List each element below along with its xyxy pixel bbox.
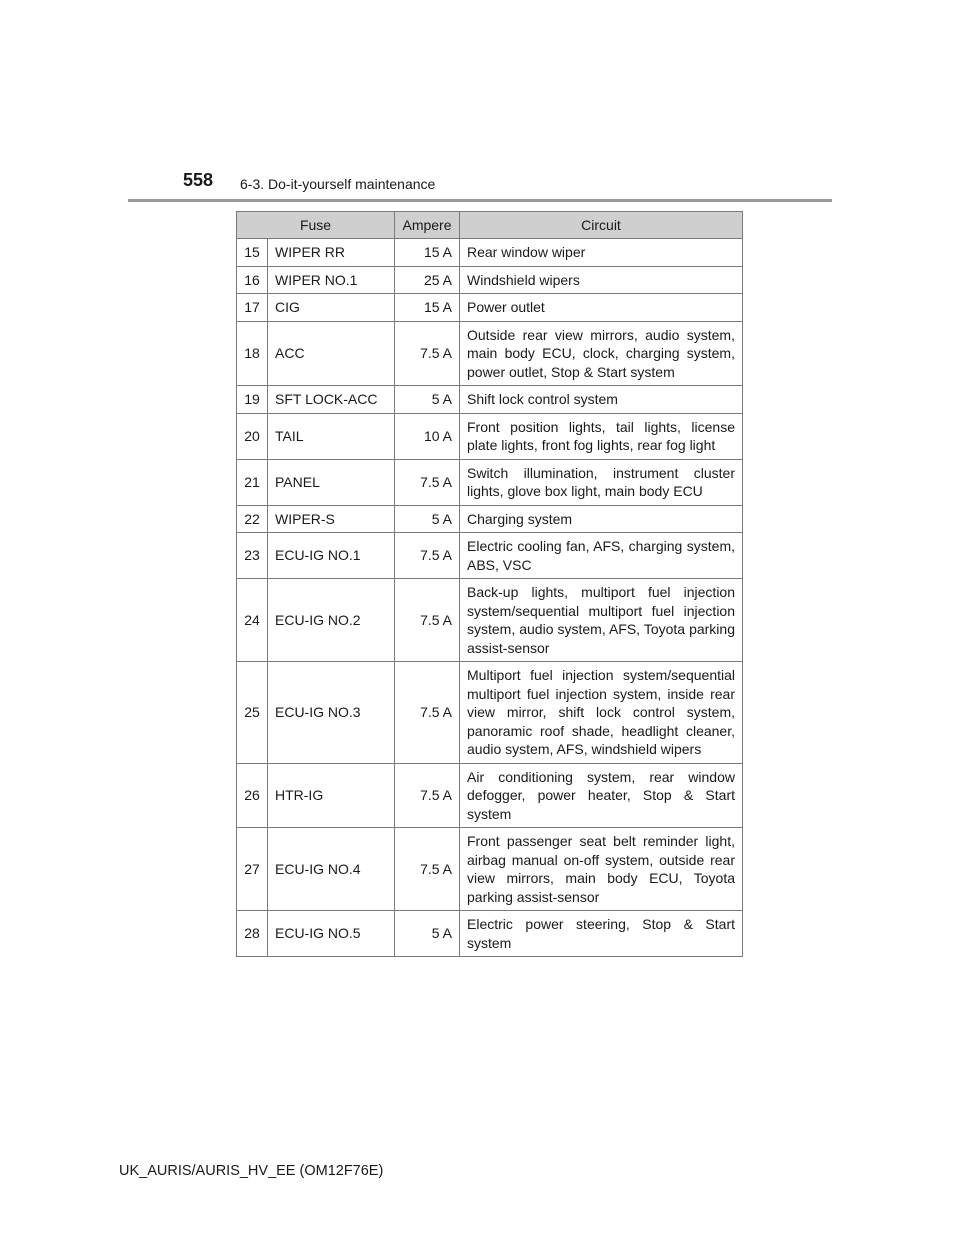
fuse-circuit: Front passenger seat belt reminder light, airbag manual on-off system, outside rear view mirrors, main body ECU, Toyota parking assist-sensor — [460, 828, 743, 911]
fuse-name: WIPER NO.1 — [268, 266, 395, 294]
fuse-number: 18 — [237, 321, 268, 386]
fuse-ampere: 7.5 A — [395, 828, 460, 911]
table-row — [237, 763, 743, 828]
table-row — [237, 413, 743, 459]
fuse-number: 16 — [237, 266, 268, 294]
column-header-ampere: Ampere — [395, 212, 460, 239]
fuse-table — [236, 211, 743, 957]
fuse-circuit: Windshield wipers — [460, 266, 743, 294]
fuse-ampere: 15 A — [395, 239, 460, 267]
fuse-name: PANEL — [268, 459, 395, 505]
fuse-number: 26 — [237, 763, 268, 828]
fuse-circuit: Outside rear view mirrors, audio system, main body ECU, clock, charging system, power outlet, Stop & Start system — [460, 321, 743, 386]
table-row — [237, 662, 743, 764]
fuse-name: WIPER RR — [268, 239, 395, 267]
fuse-ampere: 7.5 A — [395, 579, 460, 662]
table-row — [237, 266, 743, 294]
fuse-number: 23 — [237, 533, 268, 579]
fuse-circuit: Electric cooling fan, AFS, charging system, ABS, VSC — [460, 533, 743, 579]
fuse-circuit: Charging system — [460, 505, 743, 533]
fuse-name: TAIL — [268, 413, 395, 459]
fuse-number: 19 — [237, 386, 268, 414]
fuse-name: HTR-IG — [268, 763, 395, 828]
table-row — [237, 321, 743, 386]
table-row — [237, 386, 743, 414]
fuse-ampere: 7.5 A — [395, 533, 460, 579]
fuse-ampere: 15 A — [395, 294, 460, 322]
table-header-row — [237, 212, 743, 239]
fuse-number: 20 — [237, 413, 268, 459]
fuse-name: ECU-IG NO.1 — [268, 533, 395, 579]
fuse-ampere: 7.5 A — [395, 662, 460, 764]
fuse-name: ECU-IG NO.5 — [268, 911, 395, 957]
page-number: 558 — [183, 170, 214, 190]
table-row — [237, 459, 743, 505]
header-rule — [128, 199, 832, 202]
fuse-circuit: Rear window wiper — [460, 239, 743, 267]
fuse-number: 28 — [237, 911, 268, 957]
fuse-number: 22 — [237, 505, 268, 533]
table-row — [237, 579, 743, 662]
fuse-ampere: 25 A — [395, 266, 460, 294]
fuse-circuit: Switch illumination, instrument cluster lights, glove box light, main body ECU — [460, 459, 743, 505]
fuse-name: ECU-IG NO.3 — [268, 662, 395, 764]
fuse-name: ECU-IG NO.4 — [268, 828, 395, 911]
fuse-ampere: 7.5 A — [395, 459, 460, 505]
fuse-number: 21 — [237, 459, 268, 505]
fuse-ampere: 5 A — [395, 386, 460, 414]
fuse-number: 15 — [237, 239, 268, 267]
fuse-name: CIG — [268, 294, 395, 322]
fuse-number: 24 — [237, 579, 268, 662]
table-row — [237, 911, 743, 957]
fuse-circuit: Back-up lights, multiport fuel injection system/sequential multiport fuel injection system, audio system, AFS, Toyota parking assist-sensor — [460, 579, 743, 662]
table-row — [237, 505, 743, 533]
fuse-circuit: Air conditioning system, rear window defogger, power heater, Stop & Start system — [460, 763, 743, 828]
fuse-number: 27 — [237, 828, 268, 911]
fuse-ampere: 10 A — [395, 413, 460, 459]
table-row — [237, 828, 743, 911]
column-header-circuit: Circuit — [460, 212, 743, 239]
fuse-circuit: Multiport fuel injection system/sequential multiport fuel injection system, inside rear view mirror, shift lock control system, panoramic roof shade, headlight cleaner, audio system, AFS, windshield wipers — [460, 662, 743, 764]
column-header-fuse: Fuse — [237, 212, 395, 239]
fuse-ampere: 5 A — [395, 505, 460, 533]
fuse-name: WIPER-S — [268, 505, 395, 533]
fuse-name: ECU-IG NO.2 — [268, 579, 395, 662]
document-code: UK_AURIS/AURIS_HV_EE (OM12F76E) — [119, 1163, 384, 1179]
section-title: 6-3. Do-it-yourself maintenance — [240, 176, 436, 192]
fuse-circuit: Shift lock control system — [460, 386, 743, 414]
table-row — [237, 294, 743, 322]
fuse-circuit: Front position lights, tail lights, license plate lights, front fog lights, rear fog light — [460, 413, 743, 459]
fuse-ampere: 7.5 A — [395, 763, 460, 828]
fuse-name: SFT LOCK-ACC — [268, 386, 395, 414]
table-row — [237, 239, 743, 267]
fuse-ampere: 7.5 A — [395, 321, 460, 386]
fuse-circuit: Electric power steering, Stop & Start system — [460, 911, 743, 957]
fuse-circuit: Power outlet — [460, 294, 743, 322]
fuse-name: ACC — [268, 321, 395, 386]
fuse-number: 17 — [237, 294, 268, 322]
table-row — [237, 533, 743, 579]
fuse-ampere: 5 A — [395, 911, 460, 957]
fuse-number: 25 — [237, 662, 268, 764]
